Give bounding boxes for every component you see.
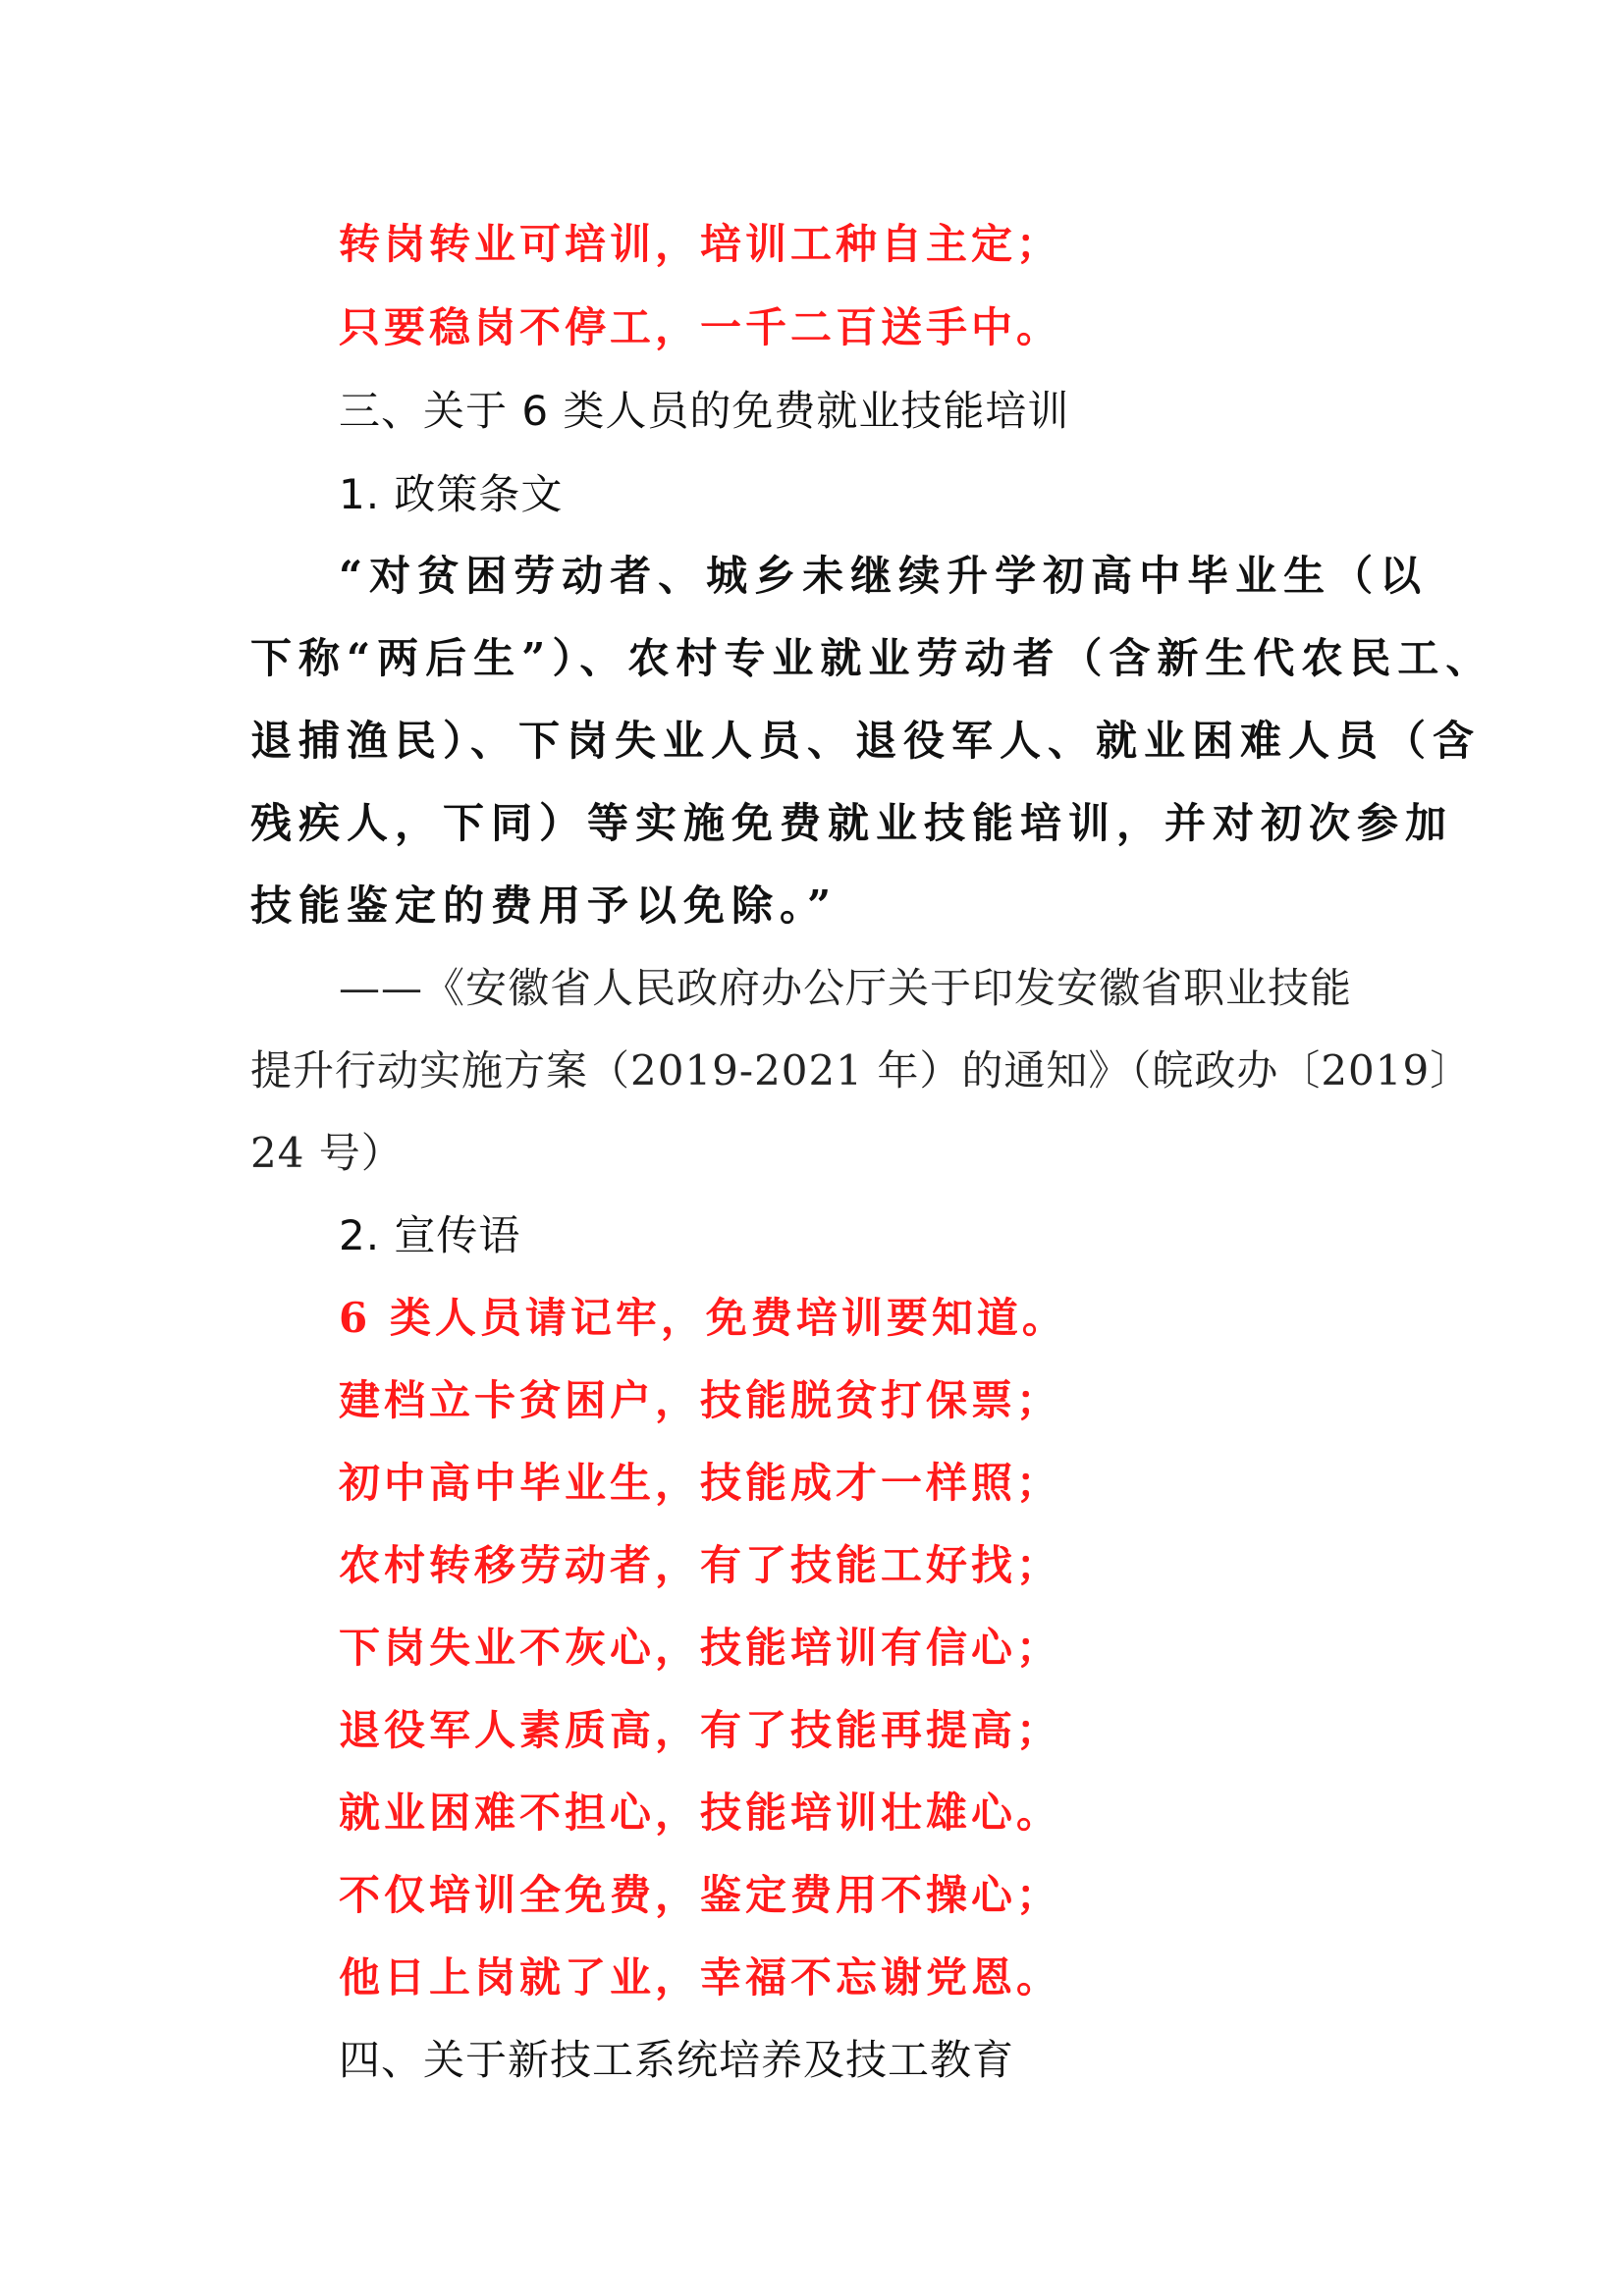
source-citation-line: 提升行动实施方案（2019-2021 年）的通知》（皖政办〔2019〕 bbox=[250, 1046, 1473, 1095]
policy-quote-line: 残疾人，下同）等实施免费就业技能培训，并对初次参加 bbox=[250, 799, 1454, 847]
policy-quote-line: 下称“两后生”）、农村专业就业劳动者（含新生代农民工、 bbox=[250, 634, 1494, 682]
policy-quote-line: “对贫困劳动者、城乡未继续升学初高中毕业生（以 bbox=[339, 552, 1429, 600]
subsection-heading: 1. 政策条文 bbox=[339, 470, 564, 518]
subsection-heading: 2. 宣传语 bbox=[339, 1211, 521, 1259]
section-heading: 三、关于 6 类人员的免费就业技能培训 bbox=[339, 387, 1070, 435]
slogan-line: 转岗转业可培训，培训工种自主定； bbox=[339, 220, 1062, 268]
slogan-line: 不仅培训全免费，鉴定费用不操心； bbox=[339, 1871, 1062, 1919]
slogan-line: 农村转移劳动者，有了技能工好找； bbox=[339, 1541, 1062, 1589]
slogan-line: 退役军人素质高，有了技能再提高； bbox=[339, 1706, 1062, 1754]
source-citation-line: ——《安徽省人民政府办公厅关于印发安徽省职业技能 bbox=[339, 964, 1353, 1012]
slogan-line: 建档立卡贫困户，技能脱贫打保票； bbox=[339, 1376, 1062, 1424]
policy-quote-line: 退捕渔民）、下岗失业人员、退役军人、就业困难人员（含 bbox=[250, 717, 1482, 765]
slogan-line: 就业困难不担心，技能培训壮雄心。 bbox=[339, 1789, 1062, 1837]
slogan-line: 只要稳岗不停工，一千二百送手中。 bbox=[339, 303, 1062, 351]
policy-quote-line: 技能鉴定的费用予以免除。” bbox=[250, 881, 839, 930]
slogan-line: 6 类人员请记牢，免费培训要知道。 bbox=[339, 1294, 1067, 1342]
slogan-line: 他日上岗就了业，幸福不忘谢党恩。 bbox=[339, 1953, 1062, 2002]
slogan-line: 下岗失业不灰心，技能培训有信心； bbox=[339, 1624, 1062, 1672]
source-citation-line: 24 号） bbox=[250, 1129, 404, 1177]
section-heading: 四、关于新技工系统培养及技工教育 bbox=[339, 2036, 1015, 2084]
slogan-line: 初中高中毕业生，技能成才一样照； bbox=[339, 1459, 1062, 1507]
